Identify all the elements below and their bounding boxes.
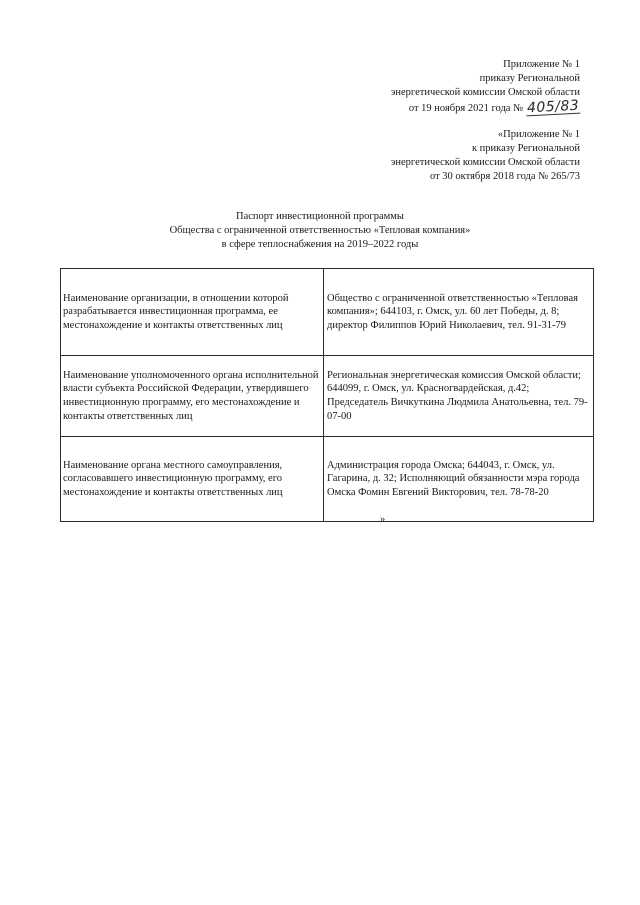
row-value: Администрация города Омска; 644043, г. Омск, ул. Гагарина, д. 32; Исполняющий обязанности мэра города Омска Фомин Евгений Викторович, тел. 78-78-20 (324, 437, 594, 522)
appendix-line: от 30 октября 2018 года № 265/73 (429, 170, 580, 182)
document-title (0, 210, 640, 252)
closing-line (262, 513, 385, 527)
appendix-header-original (391, 128, 580, 183)
row-value: Общество с ограниченной ответственностью «Тепловая компания»; 644103, г. Омск, ул. 60 лет Победы, д. 8; директор Филиппов Юрий Николаевич, тел. 91-31-79 (324, 269, 594, 356)
appendix-date-line (391, 97, 580, 116)
title-line: в сфере теплоснабжения на 2019–2022 годы (221, 238, 419, 250)
title-line: Общества с ограниченной ответственностью «Тепловая компания» (169, 224, 471, 236)
appendix-line: Приложение № 1 (503, 59, 580, 70)
closing-underline (262, 513, 380, 522)
table-row (61, 269, 594, 356)
title-line: Паспорт инвестиционной программы (236, 211, 404, 222)
table-row (61, 437, 594, 522)
table-row (61, 356, 594, 437)
appendix-line: «Приложение № 1 (497, 129, 580, 140)
passport-table (60, 268, 594, 522)
appendix-line: энергетической комиссии Омской области (390, 86, 580, 98)
closing-quote: » (380, 514, 386, 525)
appendix-line: энергетической комиссии Омской области (390, 156, 580, 168)
row-label: Наименование организации, в отношении которой разрабатывается инвестиционная программа, ее местонахождение и контакты ответственных лиц (61, 269, 324, 356)
handwritten-order-number: 405/83 (526, 97, 580, 116)
appendix-line: приказу Региональной (479, 72, 580, 84)
appendix-date-text: от 19 ноября 2021 года № (408, 102, 524, 114)
row-label: Наименование уполномоченного органа исполнительной власти субъекта Российской Федерации, утвердившего инвестиционную программу, его местонахождение и контакты ответственных лиц (61, 356, 324, 437)
appendix-line: к приказу Региональной (471, 142, 580, 154)
row-label: Наименование органа местного самоуправления, согласовавшего инвестиционную программу, его местонахождение и контакты ответственных лиц (61, 437, 324, 522)
row-value: Региональная энергетическая комиссия Омской области; 644099, г. Омск, ул. Красногвардейская, д.42; Председатель Вичкуткина Людмила Анатольевна, тел. 79-07-00 (324, 356, 594, 437)
appendix-header-current (391, 58, 580, 115)
